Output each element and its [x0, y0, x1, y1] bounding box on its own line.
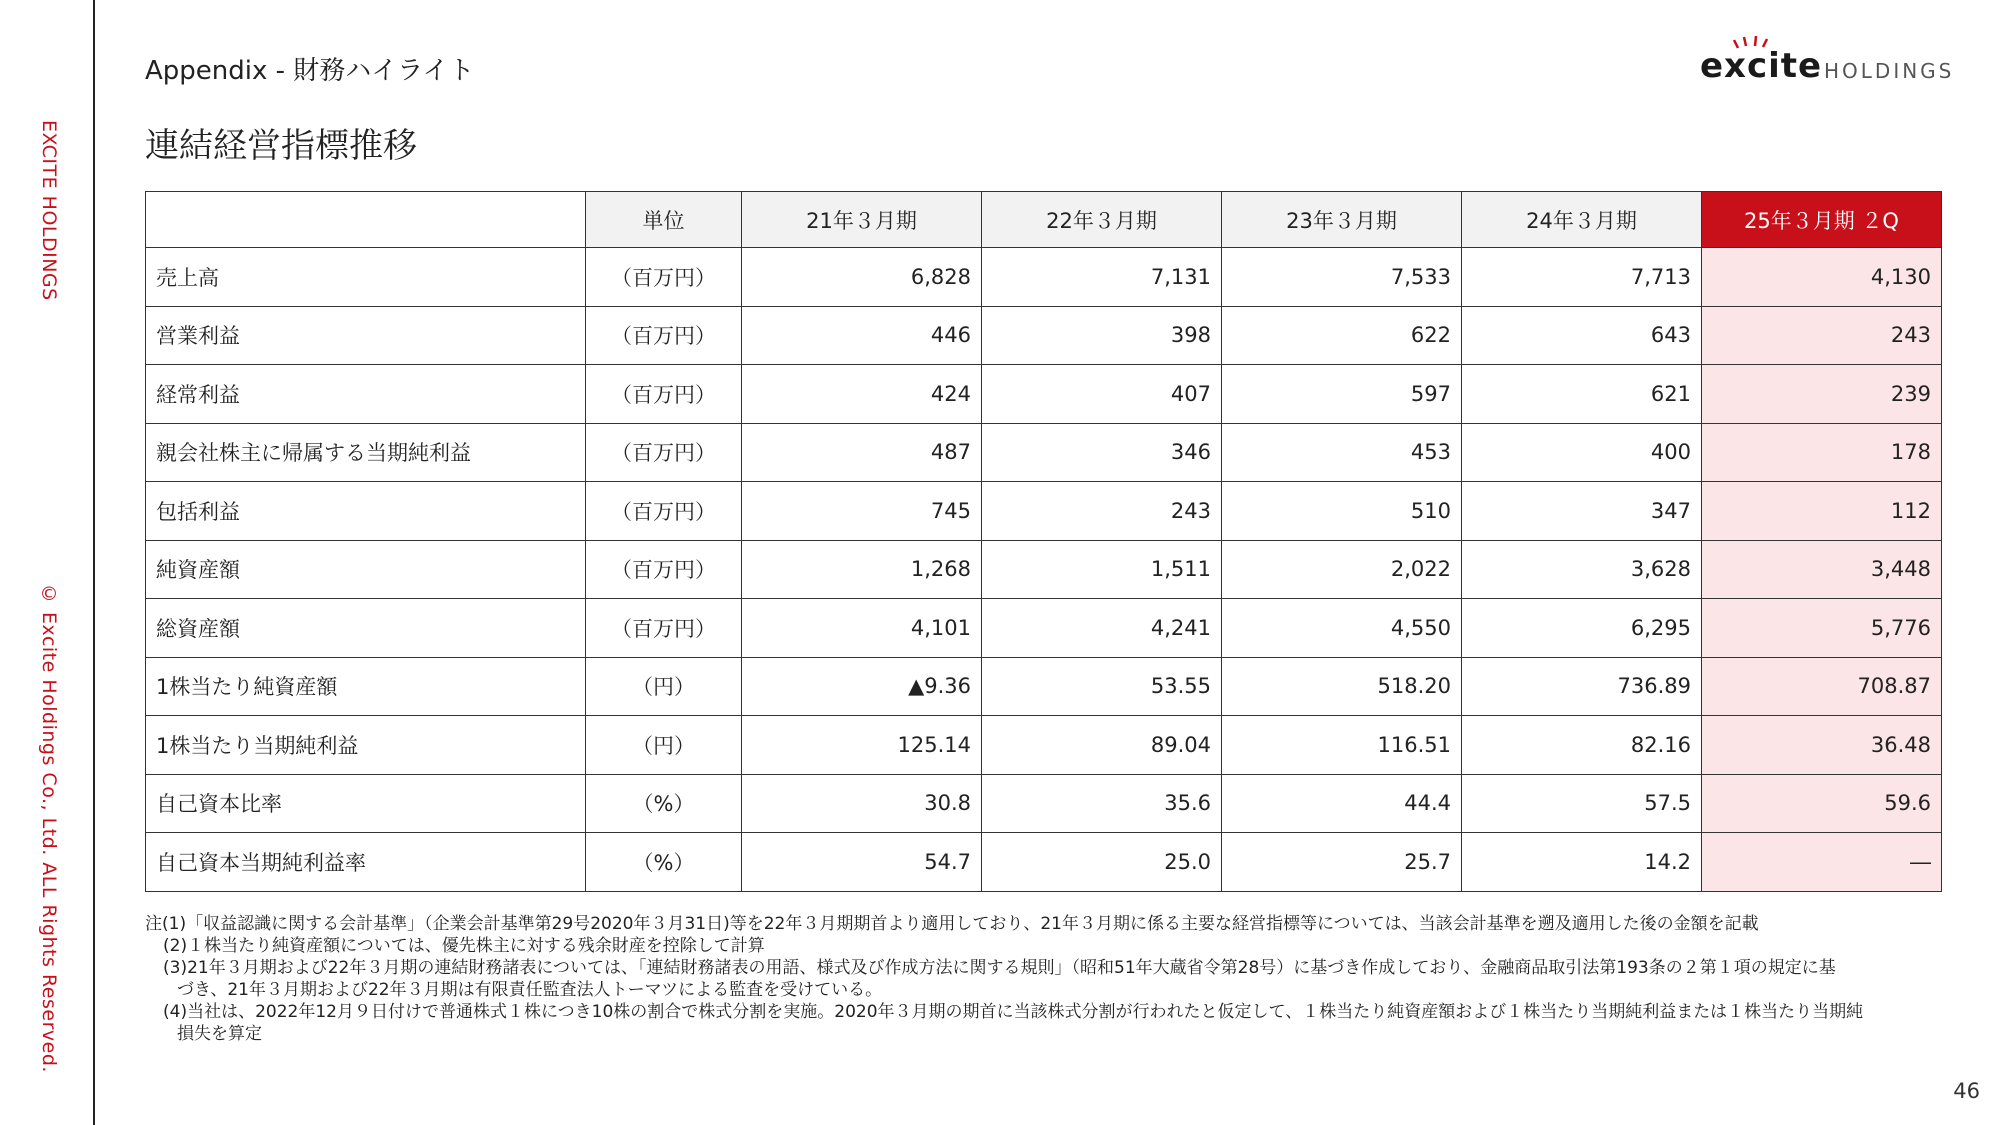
- row-label: 親会社株主に帰属する当期純利益: [146, 423, 586, 482]
- value-cell: 35.6: [982, 774, 1222, 833]
- value-cell: 708.87: [1702, 657, 1942, 716]
- value-cell: 112: [1702, 482, 1942, 541]
- value-cell: 1,268: [742, 540, 982, 599]
- row-label: 1株当たり当期純利益: [146, 716, 586, 775]
- page-number: 46: [1953, 1079, 1980, 1103]
- row-label: 1株当たり純資産額: [146, 657, 586, 716]
- breadcrumb: Appendix - 財務ハイライト: [145, 56, 475, 86]
- row-label: 総資産額: [146, 599, 586, 658]
- value-cell: 597: [1222, 365, 1462, 424]
- value-cell: 125.14: [742, 716, 982, 775]
- value-cell: 6,295: [1462, 599, 1702, 658]
- value-cell: 4,101: [742, 599, 982, 658]
- footnote-1: 注(1)「収益認識に関する会計基準」（企業会計基準第29号2020年３月31日)等を22年３月期期首より適用しており、21年３月期に係る主要な経営指標等については、当該会計基準を遡及適用した後の金額を記載: [145, 914, 1759, 934]
- value-cell: 89.04: [982, 716, 1222, 775]
- value-cell: 243: [982, 482, 1222, 541]
- value-cell: 518.20: [1222, 657, 1462, 716]
- value-cell: 7,131: [982, 248, 1222, 307]
- table-row: [146, 599, 1942, 658]
- row-unit: （百万円）: [586, 482, 742, 541]
- value-cell: 6,828: [742, 248, 982, 307]
- table-row: [146, 833, 1942, 892]
- value-cell: ―: [1702, 833, 1942, 892]
- table-row: [146, 365, 1942, 424]
- table-row: [146, 716, 1942, 775]
- logo-wordmark: excite: [1700, 46, 1823, 86]
- footnote-3: (3)21年３月期および22年３月期の連結財務諸表については、「連結財務諸表の用語、様式及び作成方法に関する規則」（昭和51年大蔵省令第28号）に基づき作成しており、金融商品取引法第193条の２第１項の規定に基: [163, 958, 1836, 978]
- financial-indicators-table: [145, 191, 1942, 892]
- table-row: [146, 482, 1942, 541]
- row-unit: （百万円）: [586, 365, 742, 424]
- value-cell: 4,550: [1222, 599, 1462, 658]
- value-cell: 453: [1222, 423, 1462, 482]
- sidebar-brand-text: EXCITE HOLDINGS: [38, 120, 60, 301]
- value-cell: 3,448: [1702, 540, 1942, 599]
- row-unit: （円）: [586, 657, 742, 716]
- value-cell: 346: [982, 423, 1222, 482]
- value-cell: 643: [1462, 306, 1702, 365]
- value-cell: 4,130: [1702, 248, 1942, 307]
- value-cell: 5,776: [1702, 599, 1942, 658]
- value-cell: 398: [982, 306, 1222, 365]
- footnote-4-continued: 損失を算定: [177, 1024, 262, 1044]
- excite-holdings-logo: [1700, 42, 1960, 88]
- row-unit: （百万円）: [586, 599, 742, 658]
- value-cell: 487: [742, 423, 982, 482]
- row-label: 営業利益: [146, 306, 586, 365]
- value-cell: 736.89: [1462, 657, 1702, 716]
- header-fy23: 23年３月期: [1222, 192, 1462, 248]
- value-cell: 347: [1462, 482, 1702, 541]
- row-label: 売上高: [146, 248, 586, 307]
- value-cell: 59.6: [1702, 774, 1942, 833]
- value-cell: 745: [742, 482, 982, 541]
- footnotes: [145, 913, 1965, 1045]
- header-fy25-2q: 25年３月期 ２Q: [1702, 192, 1942, 248]
- footnote-3-continued: づき、21年３月期および22年３月期は有限責任監査法人トーマツによる監査を受けている。: [177, 980, 883, 1000]
- value-cell: 407: [982, 365, 1222, 424]
- footnote-2: (2)１株当たり純資産額については、優先株主に対する残余財産を控除して計算: [163, 936, 765, 956]
- sidebar-divider: [93, 0, 95, 1125]
- value-cell: 424: [742, 365, 982, 424]
- value-cell: 2,022: [1222, 540, 1462, 599]
- header-unit: 単位: [586, 192, 742, 248]
- value-cell: 621: [1462, 365, 1702, 424]
- logo-holdings-text: HOLDINGS: [1824, 59, 1955, 83]
- footnote-4: (4)当社は、2022年12月９日付けで普通株式１株につき10株の割合で株式分割を実施。2020年３月期の期首に当該株式分割が行われたと仮定して、１株当たり純資産額および１株当たり当期純利益または１株当たり当期純: [163, 1002, 1864, 1022]
- value-cell: 57.5: [1462, 774, 1702, 833]
- row-label: 純資産額: [146, 540, 586, 599]
- row-label: 自己資本当期純利益率: [146, 833, 586, 892]
- row-label: 包括利益: [146, 482, 586, 541]
- header-blank-cell: [146, 192, 586, 248]
- value-cell: 178: [1702, 423, 1942, 482]
- row-unit: （百万円）: [586, 423, 742, 482]
- row-unit: （百万円）: [586, 248, 742, 307]
- table-row: [146, 306, 1942, 365]
- header-fy21: 21年３月期: [742, 192, 982, 248]
- value-cell: 54.7: [742, 833, 982, 892]
- table-row: [146, 248, 1942, 307]
- value-cell: 30.8: [742, 774, 982, 833]
- value-cell: 53.55: [982, 657, 1222, 716]
- row-unit: （百万円）: [586, 306, 742, 365]
- row-label: 経常利益: [146, 365, 586, 424]
- header-fy22: 22年３月期: [982, 192, 1222, 248]
- table-header-row: [146, 192, 1942, 248]
- page-title: 連結経営指標推移: [145, 126, 417, 166]
- value-cell: ▲9.36: [742, 657, 982, 716]
- value-cell: 239: [1702, 365, 1942, 424]
- value-cell: 82.16: [1462, 716, 1702, 775]
- value-cell: 1,511: [982, 540, 1222, 599]
- value-cell: 243: [1702, 306, 1942, 365]
- row-unit: （円）: [586, 716, 742, 775]
- value-cell: 116.51: [1222, 716, 1462, 775]
- row-label: 自己資本比率: [146, 774, 586, 833]
- value-cell: 3,628: [1462, 540, 1702, 599]
- row-unit: （%）: [586, 774, 742, 833]
- value-cell: 36.48: [1702, 716, 1942, 775]
- value-cell: 4,241: [982, 599, 1222, 658]
- row-unit: （百万円）: [586, 540, 742, 599]
- table-row: [146, 774, 1942, 833]
- value-cell: 622: [1222, 306, 1462, 365]
- value-cell: 25.0: [982, 833, 1222, 892]
- value-cell: 7,713: [1462, 248, 1702, 307]
- header-fy24: 24年３月期: [1462, 192, 1702, 248]
- table-row: [146, 657, 1942, 716]
- table-row: [146, 540, 1942, 599]
- value-cell: 14.2: [1462, 833, 1702, 892]
- row-unit: （%）: [586, 833, 742, 892]
- table-row: [146, 423, 1942, 482]
- value-cell: 446: [742, 306, 982, 365]
- sidebar-copyright-text: © Excite Holdings Co., Ltd. ALL Rights Reserved.: [38, 583, 60, 1073]
- value-cell: 510: [1222, 482, 1462, 541]
- value-cell: 7,533: [1222, 248, 1462, 307]
- value-cell: 25.7: [1222, 833, 1462, 892]
- value-cell: 44.4: [1222, 774, 1462, 833]
- value-cell: 400: [1462, 423, 1702, 482]
